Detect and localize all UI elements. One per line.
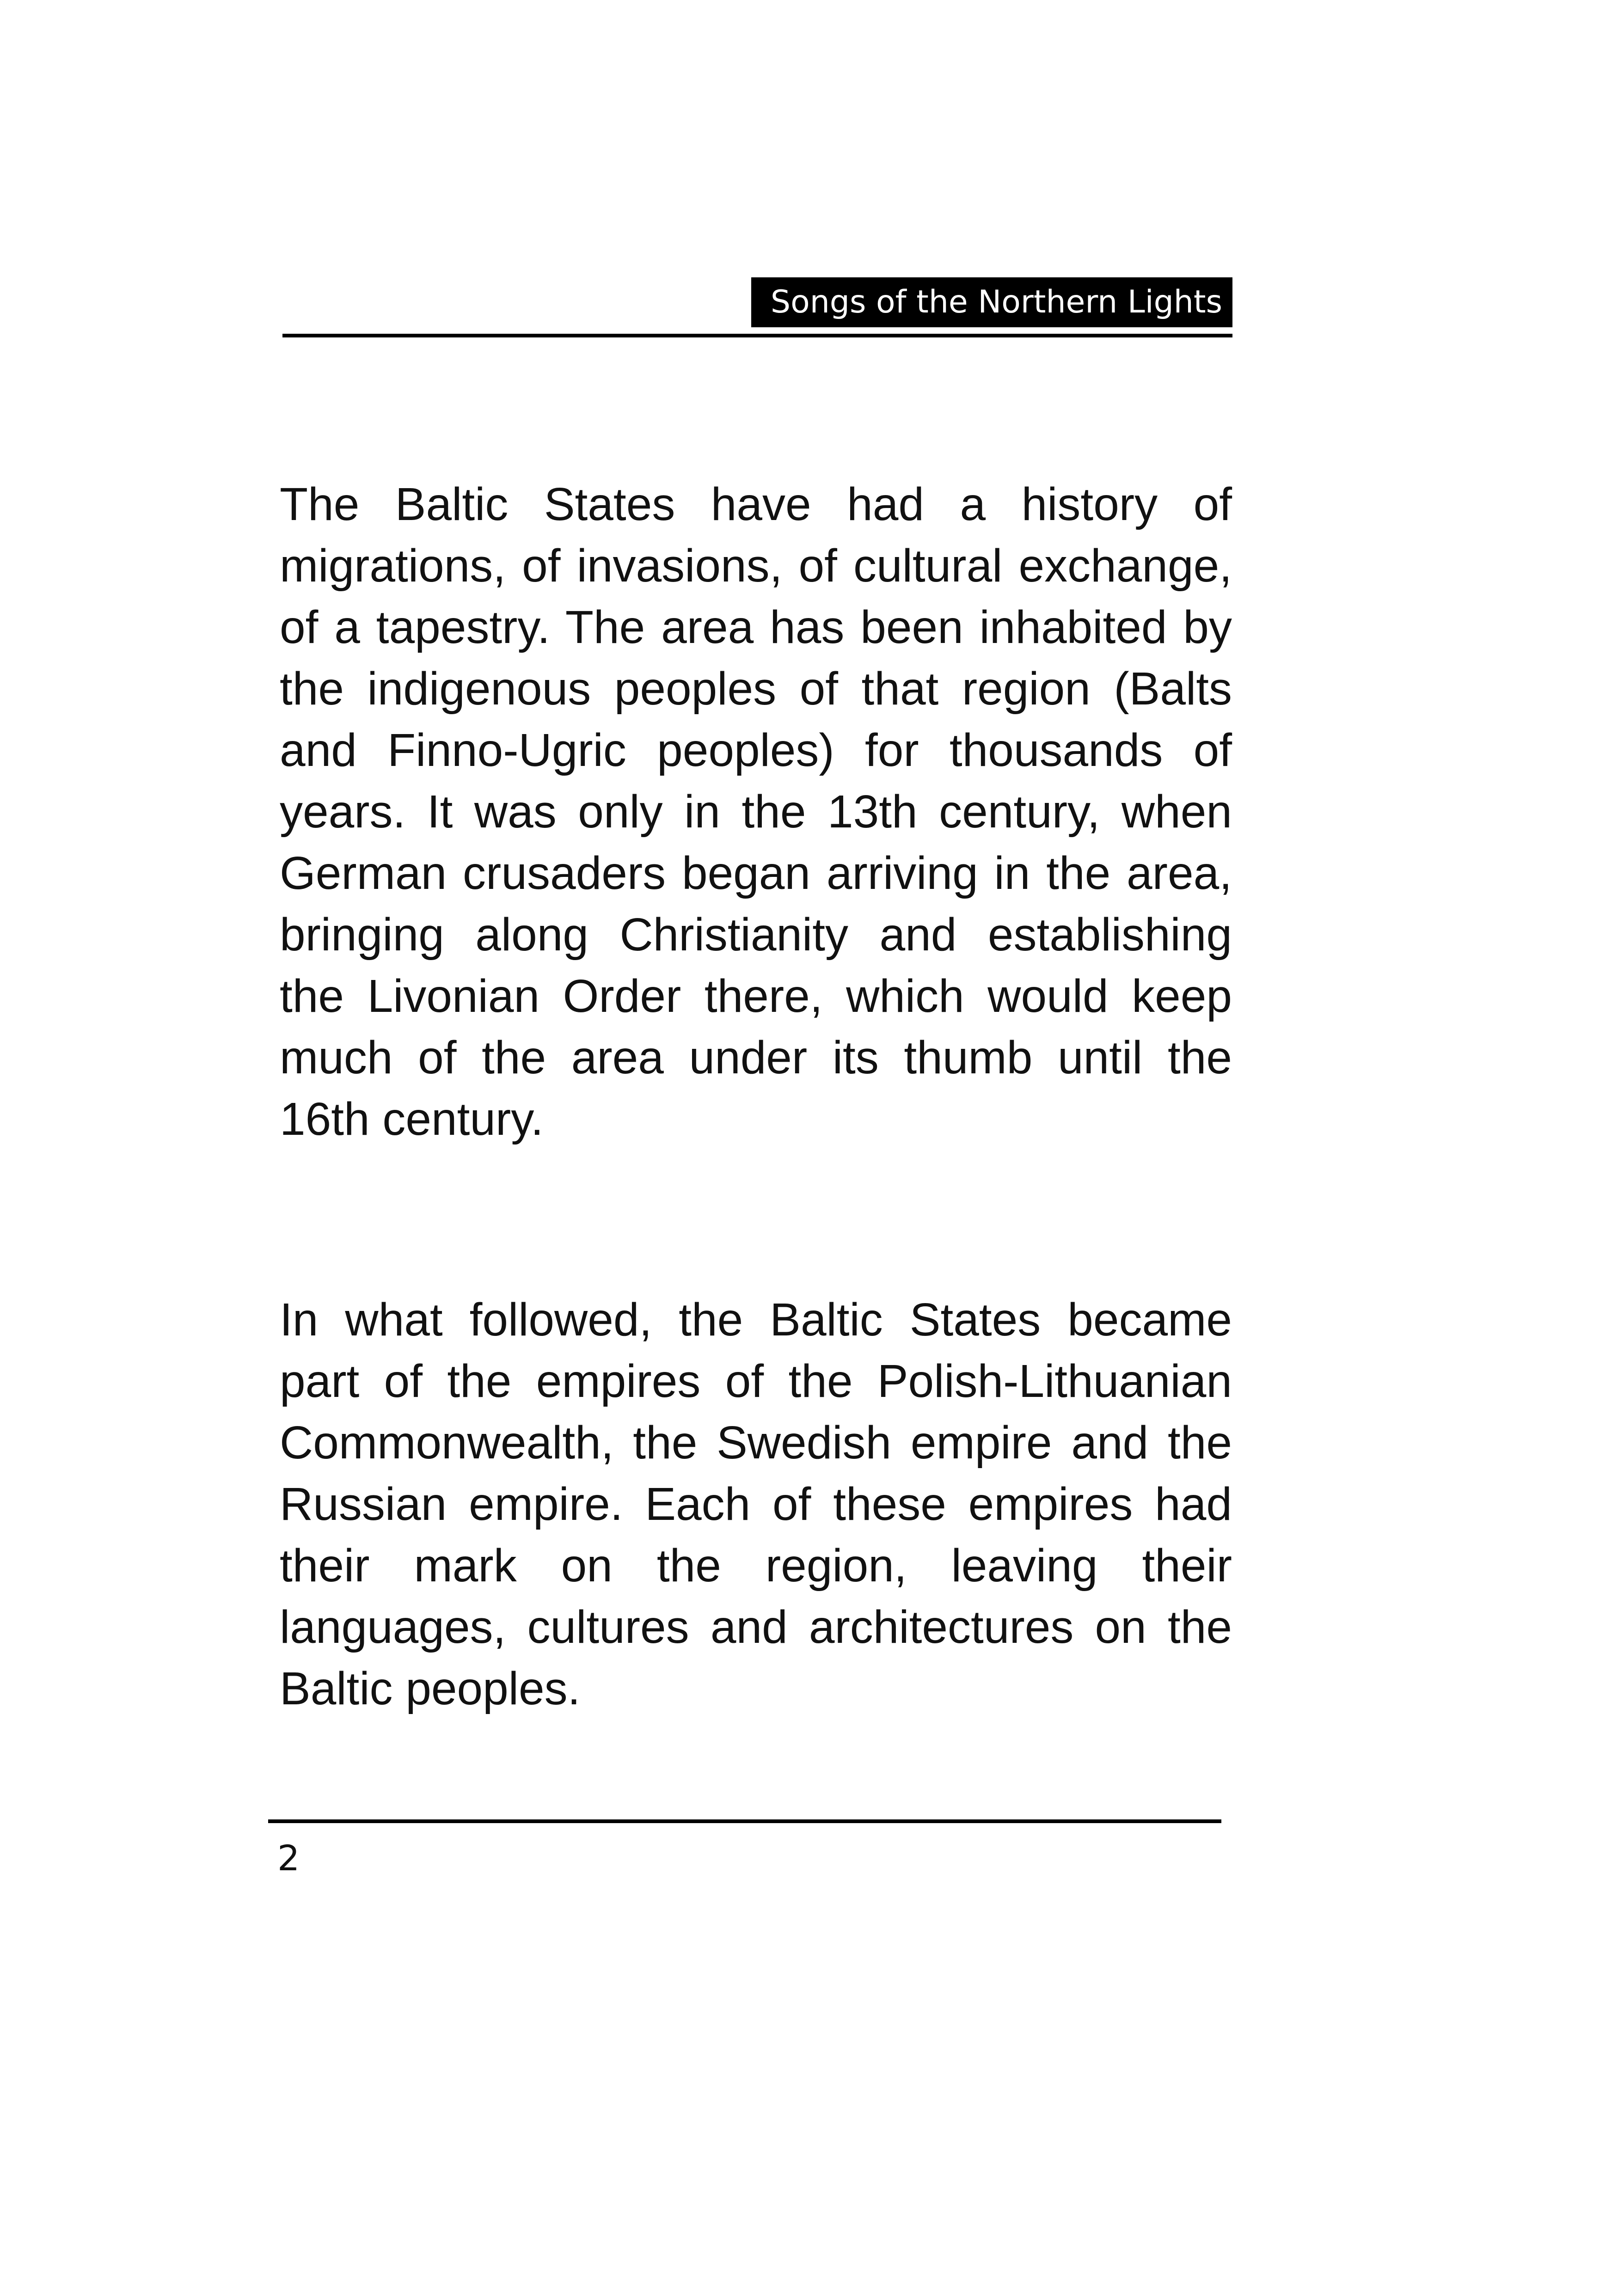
footer-rule (268, 1819, 1221, 1823)
running-title: Songs of the Northern Lights (751, 277, 1232, 327)
body-paragraph-1: The Baltic States have had a history of migrations, of invasions, of cultural exchange, of a tapestry. The area has been inhabited by the indigenous peoples of that region (Balts and Finno-Ugric peoples) for thousands of years. It was only in the 13th century, when German crusaders began arriving in the area, bringing along Christianity and establishing the Livonian Order there, which would keep much of the area under its thumb until the 16th century. (280, 478, 1232, 1145)
page-number: 2 (277, 1837, 300, 1879)
page-header (282, 277, 1232, 340)
body-paragraph-2: In what followed, the Baltic States became part of the empires of the Polish-Lithuanian Commonwealth, the Swedish empire and the Russian empire. Each of these empires had their mark on the region, leaving their languages, cultures and architectures on the Baltic peoples. (280, 1294, 1232, 1714)
header-rule (282, 334, 1232, 337)
